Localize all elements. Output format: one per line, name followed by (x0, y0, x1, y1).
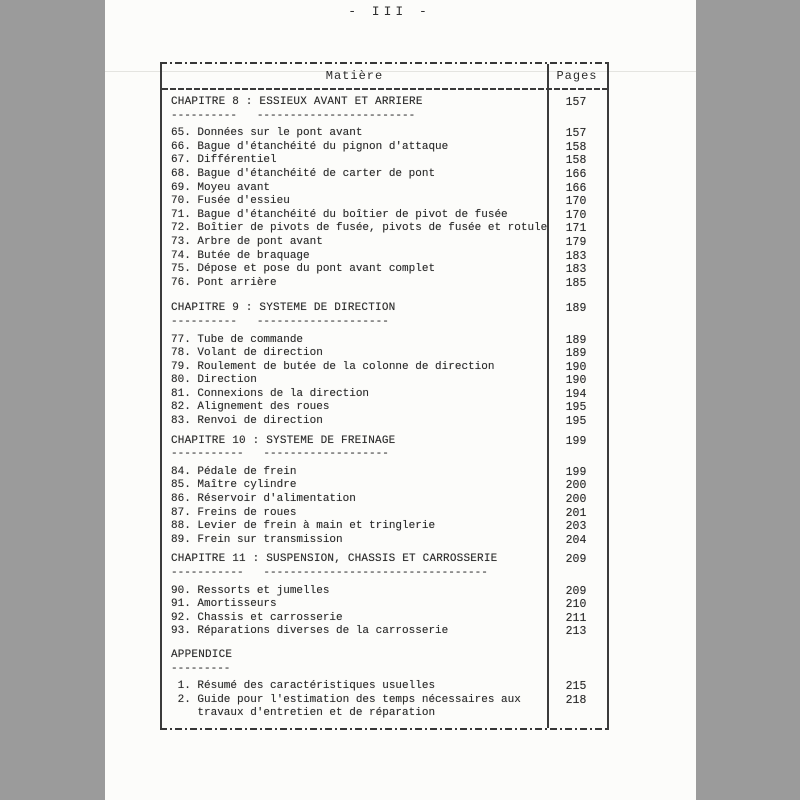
toc-entry-page-number: 166 (565, 167, 587, 181)
toc-item-row (162, 493, 607, 507)
toc-entry-page-number (547, 649, 605, 663)
toc-entry-label: 76. Pont arrière (171, 276, 277, 289)
toc-entry-page-number: 200 (565, 493, 587, 507)
toc-item-row (162, 374, 607, 388)
toc-entry-label: 70. Fusée d'essieu (171, 195, 290, 208)
toc-entry-page-number: 179 (565, 235, 587, 249)
toc-entry-label: 89. Frein sur transmission (171, 533, 343, 546)
toc-entry-label: 67. Différentiel (171, 154, 277, 167)
toc-entry-page-number: 201 (565, 506, 587, 520)
toc-heading-row (162, 302, 607, 316)
toc-item-cont-row (162, 707, 607, 721)
toc-heading-row (162, 553, 607, 567)
toc-entry-label: 87. Freins de roues (171, 506, 297, 519)
toc-entry-page-number: 215 (565, 680, 587, 694)
toc-item-row (162, 612, 607, 626)
toc-heading-row (162, 96, 607, 110)
toc-underline-row (162, 448, 607, 462)
toc-entry-label: 86. Réservoir d'alimentation (171, 493, 356, 506)
table-column-divider (547, 64, 549, 728)
toc-entry-label: 72. Boîtier de pivots de fusée, pivots de fusée et rotule (171, 222, 548, 235)
toc-entry-page-number: 158 (565, 154, 587, 168)
toc-entry-label: 1. Résumé des caractéristiques usuelles (171, 680, 436, 693)
column-header-pages: Pages (556, 69, 598, 83)
column-header-matiere: Matière (325, 69, 384, 83)
toc-entry-label: CHAPITRE 10 : SYSTEME DE FREINAGE (171, 434, 396, 447)
toc-entry-page-number (547, 567, 605, 581)
toc-entry-label: 66. Bague d'étanchéité du pignon d'attaque (171, 140, 449, 153)
toc-entry-label: 90. Ressorts et jumelles (171, 584, 330, 597)
toc-entry-page-number: 183 (565, 263, 587, 277)
toc-entry-label: CHAPITRE 11 : SUSPENSION, CHASSIS ET CARROSSERIE (171, 553, 498, 566)
toc-item-row (162, 507, 607, 521)
toc-item-row (162, 625, 607, 639)
toc-entry-page-number: 158 (565, 140, 587, 154)
toc-entry-page-number: 211 (565, 611, 587, 625)
toc-entry-page-number (547, 707, 605, 721)
toc-body (162, 90, 607, 728)
toc-item-row (162, 182, 607, 196)
toc-entry-page-number: 189 (565, 347, 587, 361)
table-bottom-border (160, 728, 609, 730)
toc-entry-page-number: 209 (565, 584, 587, 598)
toc-entry-label: 91. Amortisseurs (171, 598, 277, 611)
toc-entry-page-number: 213 (565, 625, 587, 639)
toc-heading-row (162, 435, 607, 449)
toc-entry-label: 88. Levier de frein à main et tringlerie (171, 520, 436, 533)
toc-table (160, 62, 609, 730)
toc-entry-page-number: 200 (565, 479, 587, 493)
toc-entry-label: 2. Guide pour l'estimation des temps nécessaires aux (171, 693, 521, 706)
toc-entry-page-number: 190 (565, 374, 587, 388)
toc-entry-label: 81. Connexions de la direction (171, 387, 370, 400)
toc-item-row (162, 388, 607, 402)
toc-item-row (162, 168, 607, 182)
toc-entry-label: 71. Bague d'étanchéité du boîtier de pivot de fusée (171, 208, 508, 221)
toc-entry-label: 83. Renvoi de direction (171, 415, 323, 428)
toc-entry-page-number: 170 (565, 195, 587, 209)
toc-entry-label: 93. Réparations diverses de la carrosserie (171, 625, 449, 638)
toc-entry-page-number: 204 (565, 533, 587, 547)
toc-item-row (162, 154, 607, 168)
toc-entry-page-number: 195 (565, 401, 587, 415)
toc-entry-page-number: 195 (565, 415, 587, 429)
document-page (105, 0, 696, 800)
toc-item-row (162, 195, 607, 209)
toc-entry-page-number: 218 (565, 693, 587, 707)
toc-entry-label: 69. Moyeu avant (171, 181, 271, 194)
toc-underline-row (162, 567, 607, 581)
toc-item-row (162, 263, 607, 277)
toc-heading-row (162, 649, 607, 663)
toc-entry-page-number: 194 (565, 387, 587, 401)
toc-entry-page-number (547, 663, 605, 677)
toc-item-row (162, 415, 607, 429)
toc-entry-page-number: 210 (565, 598, 587, 612)
toc-entry-label: 80. Direction (171, 374, 257, 387)
toc-item-row (162, 222, 607, 236)
toc-entry-label: ---------- ------------------------ (171, 109, 416, 122)
toc-item-row (162, 334, 607, 348)
toc-entry-label: 78. Volant de direction (171, 347, 323, 360)
toc-entry-label: CHAPITRE 8 : ESSIEUX AVANT ET ARRIERE (171, 96, 423, 108)
toc-item-row (162, 479, 607, 493)
toc-entry-label: ---------- -------------------- (171, 315, 389, 328)
toc-entry-label: 79. Roulement de butée de la colonne de direction (171, 360, 495, 373)
toc-section (162, 302, 607, 428)
toc-entry-label: APPENDICE (171, 648, 233, 661)
toc-entry-page-number: 190 (565, 360, 587, 374)
toc-item-row (162, 209, 607, 223)
toc-item-row (162, 236, 607, 250)
toc-entry-page-number: 203 (565, 520, 587, 534)
toc-entry-page-number: 166 (565, 181, 587, 195)
toc-entry-page-number: 157 (565, 96, 587, 109)
toc-entry-label: 77. Tube de commande (171, 333, 304, 346)
toc-underline-row (162, 110, 607, 124)
toc-entry-label: ----------- ------------------- (171, 448, 389, 461)
toc-entry-label: 85. Maître cylindre (171, 479, 297, 492)
toc-entry-page-number: 199 (565, 465, 587, 479)
toc-item-row (162, 401, 607, 415)
toc-entry-label: 65. Données sur le pont avant (171, 127, 363, 140)
toc-entry-page-number: 209 (565, 553, 587, 567)
toc-entry-label: 74. Butée de braquage (171, 249, 310, 262)
toc-entry-label: 73. Arbre de pont avant (171, 235, 323, 248)
toc-section (162, 435, 607, 548)
toc-entry-label: 82. Alignement des roues (171, 401, 330, 414)
toc-entry-page-number: 171 (565, 222, 587, 236)
toc-item-row (162, 694, 607, 708)
toc-item-row (162, 361, 607, 375)
toc-entry-label: 68. Bague d'étanchéité de carter de pont (171, 167, 436, 180)
toc-item-row (162, 598, 607, 612)
toc-underline-row (162, 663, 607, 677)
toc-entry-label: ----------- ---------------------------------- (171, 567, 488, 579)
toc-item-row (162, 141, 607, 155)
toc-item-row (162, 520, 607, 534)
toc-entry-page-number: 183 (565, 249, 587, 263)
toc-entry-label: --------- (171, 662, 231, 675)
toc-entry-page-number: 189 (565, 333, 587, 347)
toc-item-row (162, 466, 607, 480)
toc-item-row (162, 680, 607, 694)
toc-entry-page-number (547, 316, 605, 330)
toc-item-row (162, 347, 607, 361)
toc-entry-page-number: 157 (565, 127, 587, 141)
toc-item-row (162, 277, 607, 291)
toc-entry-page-number (547, 448, 605, 462)
toc-section (162, 96, 607, 290)
toc-item-row (162, 127, 607, 141)
toc-entry-page-number: 189 (565, 302, 587, 316)
toc-item-row (162, 534, 607, 548)
toc-entry-label: 84. Pédale de frein (171, 465, 297, 478)
table-header-row (162, 64, 607, 88)
toc-entry-page-number (547, 110, 605, 124)
toc-entry-page-number: 199 (565, 434, 587, 448)
page-number-header: - III - (348, 4, 431, 19)
toc-item-row (162, 250, 607, 264)
toc-entry-label: 75. Dépose et pose du pont avant complet (171, 263, 436, 276)
toc-entry-label: travaux d'entretien et de réparation (171, 707, 436, 720)
toc-entry-page-number: 185 (565, 276, 587, 290)
toc-section (162, 649, 607, 721)
toc-item-row (162, 585, 607, 599)
toc-entry-label: 92. Chassis et carrosserie (171, 611, 343, 624)
toc-entry-label: CHAPITRE 9 : SYSTEME DE DIRECTION (171, 302, 396, 315)
toc-entry-page-number: 170 (565, 208, 587, 222)
toc-section (162, 553, 607, 639)
toc-underline-row (162, 316, 607, 330)
